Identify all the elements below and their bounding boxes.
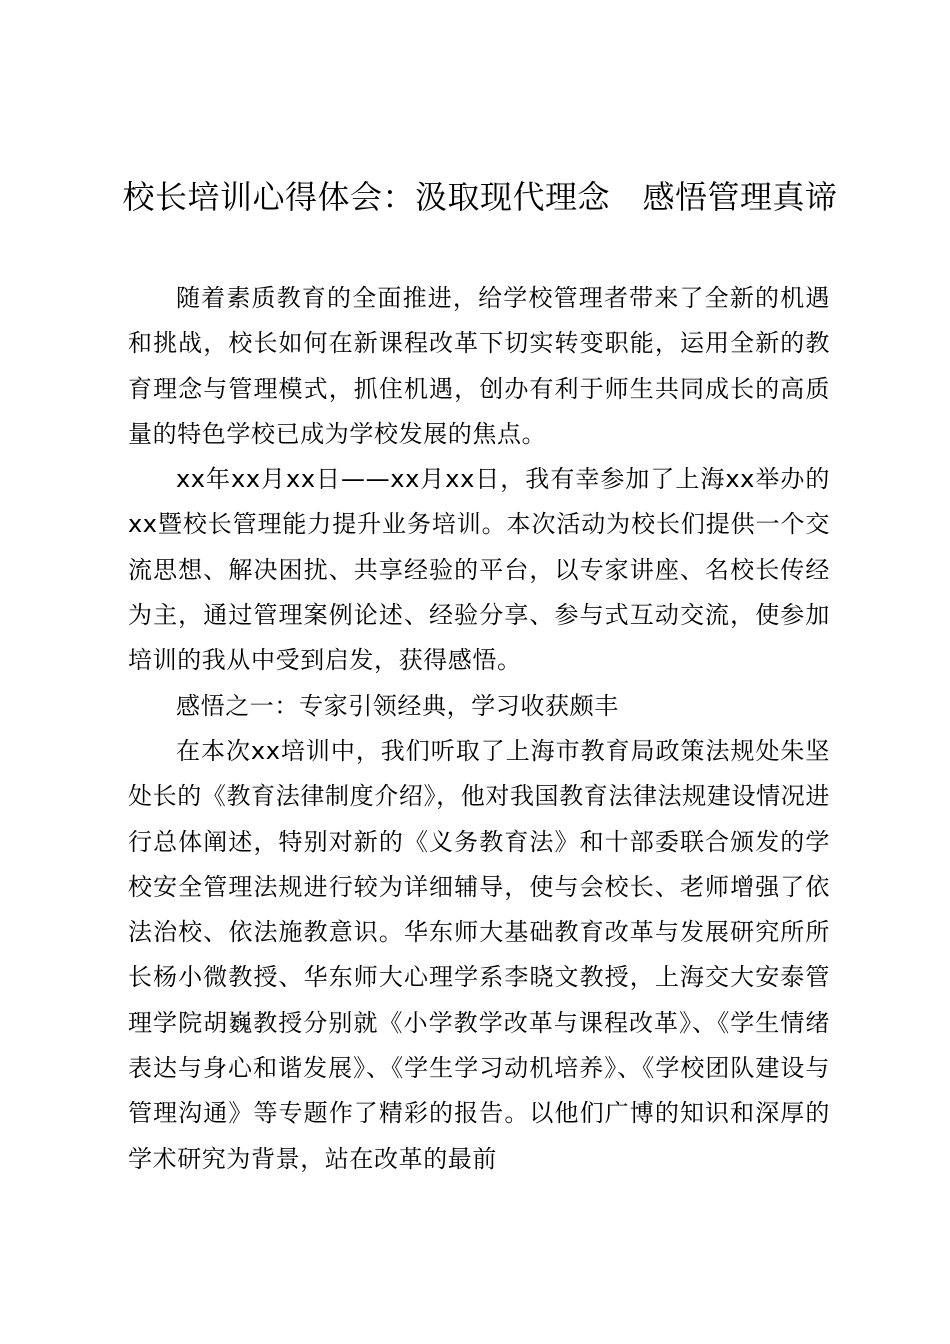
section-heading-insight-one: 感悟之一：专家引领经典，学习收获颇丰 xyxy=(176,691,619,720)
paragraph-intro: 随着素质教育的全面推进，给学校管理者带来了全新的机遇和挑战，校长如何在新课程改革下切实转变职能，运用全新的教育理念与管理模式，抓住机遇，创办有利于师生共同成长的高质量的特色学校已成为学校发展的焦点。 xyxy=(128,284,830,448)
paragraph-expert-lectures: 在本次xx培训中，我们听取了上海市教育局政策法规处朱坚处长的《教育法律制度介绍》，他对我国教育法律法规建设情况进行总体阐述，特别对新的《义务教育法》和十部委联合颁发的学校安全管理法规进行较为详细辅导，使与会校长、老师增强了依法治校、依法施教意识。华东师大基础教育改革与发展研究所所长杨小微教授、华东师大心理学系李晓文教授，上海交大安泰管理学院胡巍教授分别就《小学教学改革与课程改革》、《学生情绪表达与身心和谐发展》、《学生学习动机培养》、《学校团队建设与管理沟通》等专题作了精彩的报告。以他们广博的知识和深厚的学术研究为背景，站在改革的最前 xyxy=(128,736,830,1173)
document-body xyxy=(128,276,830,1182)
paragraph-training-info: xx年xx月xx日——xx月xx日，我有幸参加了上海xx举办的xx暨校长管理能力提升业务培训。本次活动为校长们提供一个交流思想、解决困扰、共享经验的平台，以专家讲座、名校长传经为主，通过管理案例论述、经验分享、参与式互动交流，使参加培训的我从中受到启发，获得感悟。 xyxy=(128,465,830,675)
document-title: 校长培训心得体会：汲取现代理念 感悟管理真谛 xyxy=(122,178,838,216)
